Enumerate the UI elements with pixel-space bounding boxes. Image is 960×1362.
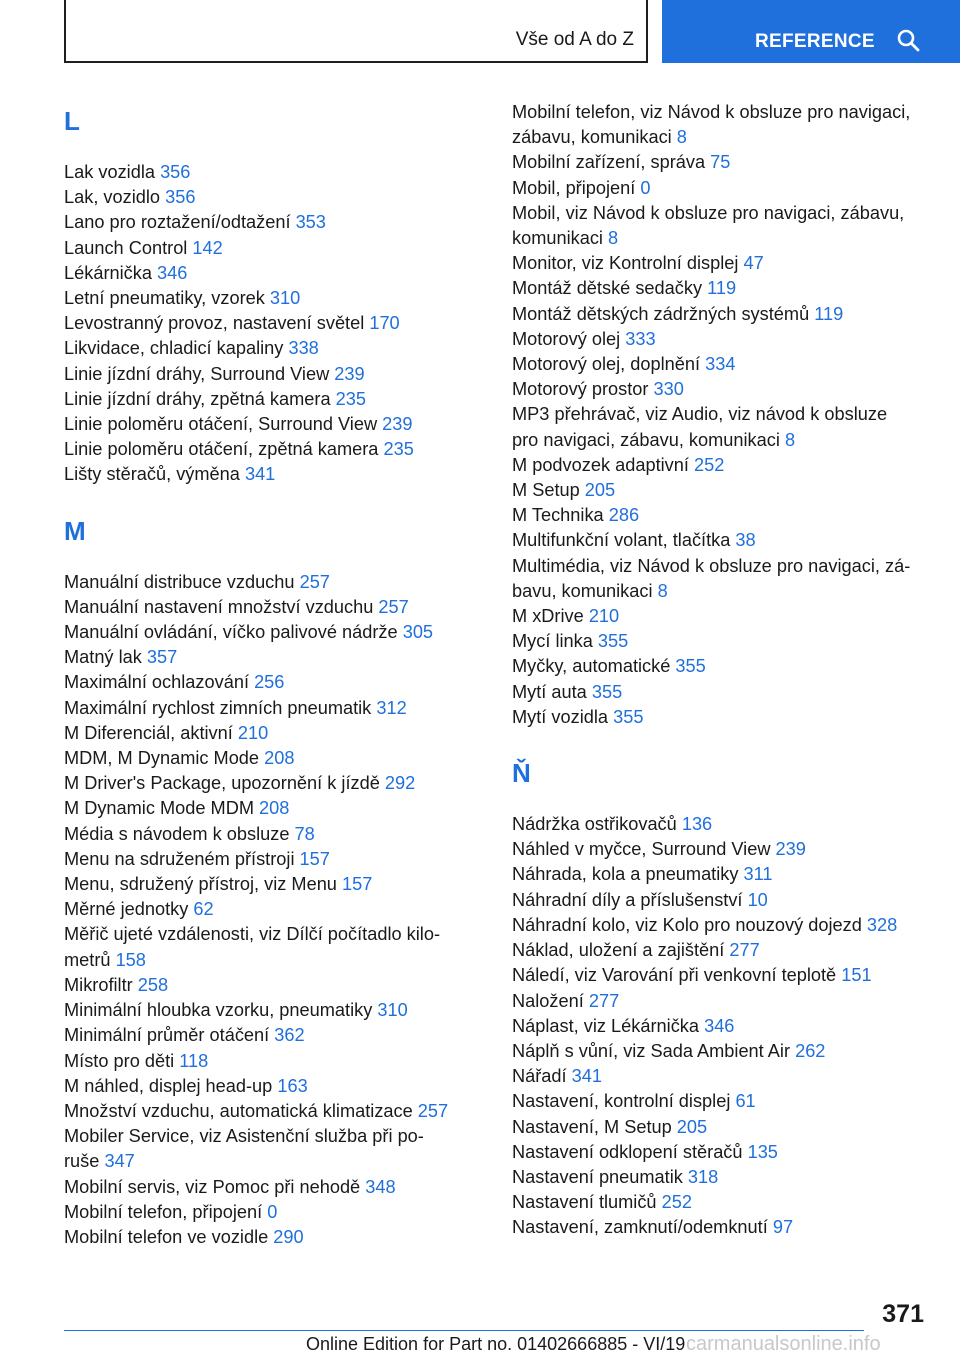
- page-link[interactable]: 341: [571, 1066, 603, 1087]
- index-entry: [512, 604, 932, 629]
- index-entry: [512, 837, 932, 862]
- section-letter: L: [64, 106, 80, 136]
- index-entry: [512, 705, 932, 730]
- page-link[interactable]: 355: [591, 681, 623, 702]
- page-link[interactable]: 312: [376, 697, 407, 718]
- page-link[interactable]: 305: [402, 622, 434, 643]
- index-entry: [64, 796, 484, 821]
- index-entry: [64, 595, 484, 620]
- entry-text: M Technika: [512, 505, 604, 526]
- index-entry: [64, 236, 484, 261]
- page-link[interactable]: 47: [743, 253, 764, 274]
- index-entry: [64, 973, 484, 998]
- entry-text: zábavu, komunikaci: [512, 127, 672, 148]
- page-link[interactable]: 333: [625, 328, 656, 349]
- index-entry: [512, 888, 932, 913]
- page-link[interactable]: 257: [378, 596, 409, 617]
- index-entry: [512, 352, 932, 377]
- entry-text: Monitor, viz Kontrolní displej: [512, 253, 739, 274]
- index-entry: [512, 1190, 932, 1215]
- entry-text: Motorový olej: [512, 328, 621, 349]
- index-entry: [64, 286, 484, 311]
- page-link[interactable]: 235: [383, 439, 414, 460]
- entry-text: Motorový olej, doplnění: [512, 354, 701, 375]
- page-link[interactable]: 210: [237, 722, 269, 743]
- index-entry: [64, 1200, 484, 1225]
- page-link[interactable]: 61: [735, 1091, 756, 1112]
- entry-text: Náhled v myčce, Surround View: [512, 839, 771, 860]
- entry-text: Mycí linka: [512, 631, 593, 652]
- index-entry: [512, 938, 932, 963]
- page-link[interactable]: 355: [675, 656, 706, 677]
- page-link[interactable]: 0: [267, 1201, 278, 1222]
- edition-note: Online Edition for Part no. 01402666885 - VI/19: [306, 1334, 686, 1354]
- entry-text: Náhradní kolo, viz Kolo pro nouzový dojezd: [512, 914, 862, 935]
- page-link[interactable]: 239: [382, 414, 413, 435]
- page-link[interactable]: 163: [277, 1075, 308, 1096]
- page-link[interactable]: 356: [160, 162, 191, 182]
- page-link[interactable]: 208: [259, 798, 290, 819]
- page-link[interactable]: 330: [653, 379, 684, 400]
- page-link[interactable]: 310: [377, 1000, 408, 1021]
- entry-text: Manuální distribuce vzduchu: [64, 571, 295, 592]
- page-link[interactable]: 286: [608, 505, 640, 526]
- index-entry: [512, 302, 932, 327]
- entry-text: Motorový prostor: [512, 379, 649, 400]
- page-link[interactable]: 97: [772, 1217, 794, 1238]
- entry-text: Montáž dětské sedačky: [512, 278, 703, 299]
- index-entry: [512, 503, 932, 528]
- page-link[interactable]: 119: [814, 303, 844, 324]
- index-entry: [64, 362, 484, 387]
- index-entry: [512, 453, 932, 478]
- page-link[interactable]: 356: [165, 187, 196, 208]
- index-entry: [512, 654, 932, 679]
- page-link[interactable]: 8: [784, 429, 796, 450]
- index-entry: [512, 1039, 932, 1064]
- section-letter: M: [64, 515, 86, 546]
- index-entry: [512, 680, 932, 705]
- page-link[interactable]: 346: [157, 262, 188, 283]
- index-entry: [512, 963, 932, 988]
- index-entry: [512, 1089, 932, 1114]
- entry-text: Lékárnička: [64, 262, 152, 283]
- entry-text: Linie jízdní dráhy, zpětná kamera: [64, 388, 331, 409]
- index-entry: [64, 462, 484, 487]
- page-link[interactable]: 262: [795, 1040, 826, 1061]
- index-entry: [64, 261, 484, 286]
- index-entry: [512, 1064, 932, 1089]
- page-link[interactable]: 346: [704, 1015, 735, 1036]
- entry-text: Maximální ochlazování: [64, 672, 249, 693]
- entry-text: Mobilní telefon, připojení: [64, 1201, 268, 1222]
- index-entry: [512, 402, 932, 427]
- entry-text: M Dynamic Mode MDM: [64, 798, 254, 819]
- page-link[interactable]: 135: [747, 1141, 778, 1162]
- index-entry: [64, 872, 484, 897]
- entry-text: Lak, vozidlo: [64, 187, 161, 208]
- entry-text: M Diferenciál, aktivní: [64, 722, 233, 743]
- index-entry: [64, 1023, 484, 1048]
- index-entry: [512, 812, 932, 837]
- index-entry: [64, 998, 484, 1023]
- page-link[interactable]: 170: [369, 313, 400, 334]
- page-link[interactable]: 210: [588, 606, 620, 627]
- index-entry: [64, 336, 484, 361]
- page-link[interactable]: 347: [104, 1151, 135, 1172]
- page-link[interactable]: 38: [735, 530, 756, 551]
- index-entry: [64, 645, 484, 670]
- page-link[interactable]: 277: [588, 990, 620, 1011]
- page-link[interactable]: 8: [608, 228, 619, 249]
- entry-text: Náhradní díly a příslušenství: [512, 889, 743, 910]
- entry-text: Měrné jednotky: [64, 899, 189, 920]
- page-link[interactable]: 75: [710, 152, 731, 173]
- page-link[interactable]: 136: [681, 814, 713, 835]
- entry-text: metrů: [64, 949, 111, 970]
- index-entry: [64, 210, 484, 235]
- index-entry: [512, 327, 932, 352]
- entry-text: Launch Control: [64, 237, 188, 258]
- index-entry: [512, 251, 932, 276]
- entry-text: MDM, M Dynamic Mode: [64, 748, 260, 769]
- index-column-left: [64, 100, 484, 1250]
- page-link[interactable]: 341: [244, 464, 276, 485]
- page-link[interactable]: 292: [384, 773, 416, 794]
- entry-text: Menu, sdružený přístroj, viz Menu: [64, 874, 337, 895]
- entry-text: Lišty stěračů, výměna: [64, 464, 240, 485]
- page-link[interactable]: 8: [657, 580, 668, 601]
- page-link[interactable]: 257: [299, 571, 330, 592]
- index-entry: [512, 989, 932, 1014]
- index-column-right: [512, 100, 932, 1241]
- entry-text: Média s návodem k obsluze: [64, 823, 290, 844]
- entry-text: M náhled, displej head-up: [64, 1075, 273, 1096]
- header-section-box: [64, 0, 648, 63]
- page-link[interactable]: 290: [273, 1226, 304, 1247]
- page-link[interactable]: 256: [254, 672, 285, 693]
- entry-text: Množství vzduchu, automatická klimatizace: [64, 1100, 413, 1121]
- page-link[interactable]: 252: [661, 1192, 692, 1213]
- entry-text: Multifunkční volant, tlačítka: [512, 530, 731, 551]
- entry-text: Mytí vozidla: [512, 706, 609, 727]
- index-entry: [64, 311, 484, 336]
- page-link[interactable]: 205: [676, 1116, 708, 1137]
- page-link[interactable]: 235: [335, 388, 366, 409]
- entry-text: M Setup: [512, 480, 580, 501]
- entry-text: Nádržka ostřikovačů: [512, 814, 677, 835]
- page-link[interactable]: 0: [640, 177, 651, 198]
- entry-text: pro navigaci, zábavu, komunikaci: [512, 429, 780, 450]
- page-link[interactable]: 334: [705, 354, 736, 375]
- index-entry: [512, 176, 932, 201]
- entry-text: Mobilní telefon, viz Návod k obsluze pro navigaci,: [512, 102, 911, 122]
- index-entry-continuation: [512, 125, 932, 150]
- index-entry: [64, 1175, 484, 1200]
- entry-text: Nastavení, M Setup: [512, 1116, 672, 1137]
- entry-text: ruše: [64, 1151, 100, 1172]
- index-entry: [512, 478, 932, 503]
- page-link[interactable]: 257: [417, 1100, 449, 1121]
- entry-text: Levostranný provoz, nastavení světel: [64, 313, 365, 334]
- page-link[interactable]: 151: [841, 965, 872, 986]
- index-entry: [64, 437, 484, 462]
- index-entry: [64, 387, 484, 412]
- page-link[interactable]: 310: [269, 288, 301, 309]
- reference-tab[interactable]: [662, 0, 960, 63]
- index-entry: [512, 554, 932, 579]
- entry-text: Nastavení, kontrolní displej: [512, 1091, 731, 1112]
- entry-text: Mobil, připojení: [512, 177, 641, 198]
- index-entry: [64, 620, 484, 645]
- index-entry: [64, 670, 484, 695]
- entry-text: Naložení: [512, 990, 584, 1011]
- index-entry: [512, 1115, 932, 1140]
- entry-text: Minimální hloubka vzorku, pneumatiky: [64, 1000, 373, 1021]
- page-link[interactable]: 118: [179, 1050, 209, 1071]
- page-link[interactable]: 357: [146, 647, 178, 668]
- page-link[interactable]: 338: [288, 338, 319, 359]
- index-entry: [64, 822, 484, 847]
- entry-text: Měřič ujeté vzdálenosti, viz Dílčí počítadlo kilo-: [64, 924, 441, 945]
- entry-text: Myčky, automatické: [512, 656, 671, 677]
- index-entry-continuation: [64, 1149, 484, 1174]
- index-entry: [512, 1215, 932, 1240]
- index-entry: [512, 276, 932, 301]
- search-icon[interactable]: [896, 28, 920, 52]
- index-entry-continuation: [512, 579, 932, 604]
- entry-text: Mobilní servis, viz Pomoc při nehodě: [64, 1176, 361, 1197]
- entry-text: Nastavení pneumatik: [512, 1166, 683, 1187]
- footer-rule: [64, 1330, 864, 1331]
- entry-text: Náplň s vůní, viz Sada Ambient Air: [512, 1040, 791, 1061]
- index-entry: [512, 150, 932, 175]
- entry-text: Minimální průměr otáčení: [64, 1025, 270, 1046]
- page-link[interactable]: 62: [193, 899, 214, 920]
- index-entry-continuation: [512, 226, 932, 251]
- entry-text: Náplast, viz Lékárnička: [512, 1015, 700, 1036]
- page-link[interactable]: 208: [264, 748, 295, 769]
- index-entry: [64, 1124, 484, 1149]
- index-entry: [512, 201, 932, 226]
- page-link[interactable]: 119: [707, 278, 737, 299]
- entry-text: Manuální nastavení množství vzduchu: [64, 596, 374, 617]
- page-link[interactable]: 362: [274, 1025, 305, 1046]
- entry-text: Mobilní zařízení, správa: [512, 152, 706, 173]
- index-entry: [512, 528, 932, 553]
- entry-text: komunikaci: [512, 228, 603, 249]
- index-entry-continuation: [64, 948, 484, 973]
- page-link[interactable]: 355: [613, 706, 644, 727]
- entry-text: Maximální rychlost zimních pneumatik: [64, 697, 372, 718]
- index-entry: [512, 1014, 932, 1039]
- entry-text: Náhrada, kola a pneumatiky: [512, 864, 739, 885]
- entry-text: Místo pro děti: [64, 1050, 175, 1071]
- entry-text: Náklad, uložení a zajištění: [512, 940, 725, 961]
- page-link[interactable]: 239: [334, 363, 365, 384]
- index-entry: [64, 160, 484, 185]
- reference-tab-label: REFERENCE: [755, 31, 875, 52]
- index-entry: [512, 1165, 932, 1190]
- page-link[interactable]: 8: [676, 127, 687, 148]
- entry-text: Linie jízdní dráhy, Surround View: [64, 363, 330, 384]
- page-link[interactable]: 328: [866, 914, 898, 935]
- entry-text: Lano pro roztažení/odtažení: [64, 212, 291, 233]
- index-entry: [64, 746, 484, 771]
- page-link[interactable]: 348: [365, 1176, 396, 1197]
- index-entry: [64, 771, 484, 796]
- index-entry: [64, 185, 484, 210]
- page-link[interactable]: 277: [729, 940, 760, 961]
- entry-text: Montáž dětských zádržných systémů: [512, 303, 810, 324]
- index-entry: [64, 922, 484, 947]
- entry-text: Náledí, viz Varování při venkovní teplotě: [512, 965, 837, 986]
- entry-text: Mobiler Service, viz Asistenční služba při po-: [64, 1126, 424, 1147]
- index-entry: [64, 696, 484, 721]
- entry-text: MP3 přehrávač, viz Audio, viz návod k obsluze: [512, 404, 888, 425]
- entry-text: Mikrofiltr: [64, 974, 133, 995]
- entry-text: Likvidace, chladicí kapaliny: [64, 338, 284, 359]
- page-link[interactable]: 142: [192, 237, 223, 258]
- entry-text: Mytí auta: [512, 681, 587, 702]
- index-entry: [64, 1049, 484, 1074]
- entry-text: M podvozek adaptivní: [512, 454, 689, 475]
- index-entry-continuation: [512, 428, 932, 453]
- entry-text: Nářadí: [512, 1066, 567, 1087]
- index-entry: [64, 897, 484, 922]
- index-entry: [64, 1099, 484, 1124]
- page-link[interactable]: 318: [687, 1166, 719, 1187]
- index-entry: [64, 721, 484, 746]
- entry-text: Mobilní telefon ve vozidle: [64, 1226, 269, 1247]
- entry-text: Multimédia, viz Návod k obsluze pro navigaci, zá-: [512, 555, 911, 576]
- entry-text: Lak vozidla: [64, 162, 155, 182]
- entry-text: Mobil, viz Návod k obsluze pro navigaci, zábavu,: [512, 202, 905, 223]
- index-entry: [64, 847, 484, 872]
- entry-text: Letní pneumatiky, vzorek: [64, 288, 265, 309]
- page-link[interactable]: 158: [115, 949, 146, 970]
- section-letter: Ň: [512, 758, 531, 789]
- index-entry: [64, 1225, 484, 1250]
- entry-text: Linie poloměru otáčení, Surround View: [64, 414, 378, 435]
- entry-text: Nastavení, zamknutí/odemknutí: [512, 1217, 768, 1238]
- entry-text: Menu na sdruženém přístroji: [64, 848, 295, 869]
- page-link[interactable]: 78: [294, 823, 315, 844]
- page-link[interactable]: 157: [299, 848, 330, 869]
- page-link[interactable]: 157: [341, 874, 373, 895]
- index-entry: [512, 100, 932, 125]
- page-link[interactable]: 355: [597, 631, 629, 652]
- entry-text: Manuální ovládání, víčko palivové nádrže: [64, 622, 398, 643]
- entry-text: Matný lak: [64, 647, 142, 668]
- index-entry: [512, 913, 932, 938]
- page-number: 371: [882, 1300, 924, 1328]
- index-entry: [512, 377, 932, 402]
- index-entry: [64, 1074, 484, 1099]
- entry-text: Linie poloměru otáčení, zpětná kamera: [64, 439, 379, 460]
- entry-text: M xDrive: [512, 606, 584, 627]
- index-entry: [512, 629, 932, 654]
- entry-text: M Driver's Package, upozornění k jízdě: [64, 773, 380, 794]
- index-entry: [64, 570, 484, 595]
- entry-text: Nastavení odklopení stěračů: [512, 1141, 743, 1162]
- watermark: carmanualsonline.info: [686, 1333, 881, 1355]
- index-entry: [64, 412, 484, 437]
- index-entry: [512, 1140, 932, 1165]
- page-link[interactable]: 258: [137, 974, 169, 995]
- page-link[interactable]: 252: [694, 454, 725, 475]
- index-entry: [512, 862, 932, 887]
- entry-text: Nastavení tlumičů: [512, 1192, 657, 1213]
- page-link[interactable]: 205: [584, 480, 616, 501]
- section-title: Vše od A do Z: [515, 29, 634, 50]
- page-link[interactable]: 311: [743, 864, 773, 885]
- page-link[interactable]: 10: [747, 889, 768, 910]
- page-link[interactable]: 353: [295, 212, 326, 233]
- entry-text: bavu, komunikaci: [512, 580, 653, 601]
- page-link[interactable]: 239: [775, 839, 806, 860]
